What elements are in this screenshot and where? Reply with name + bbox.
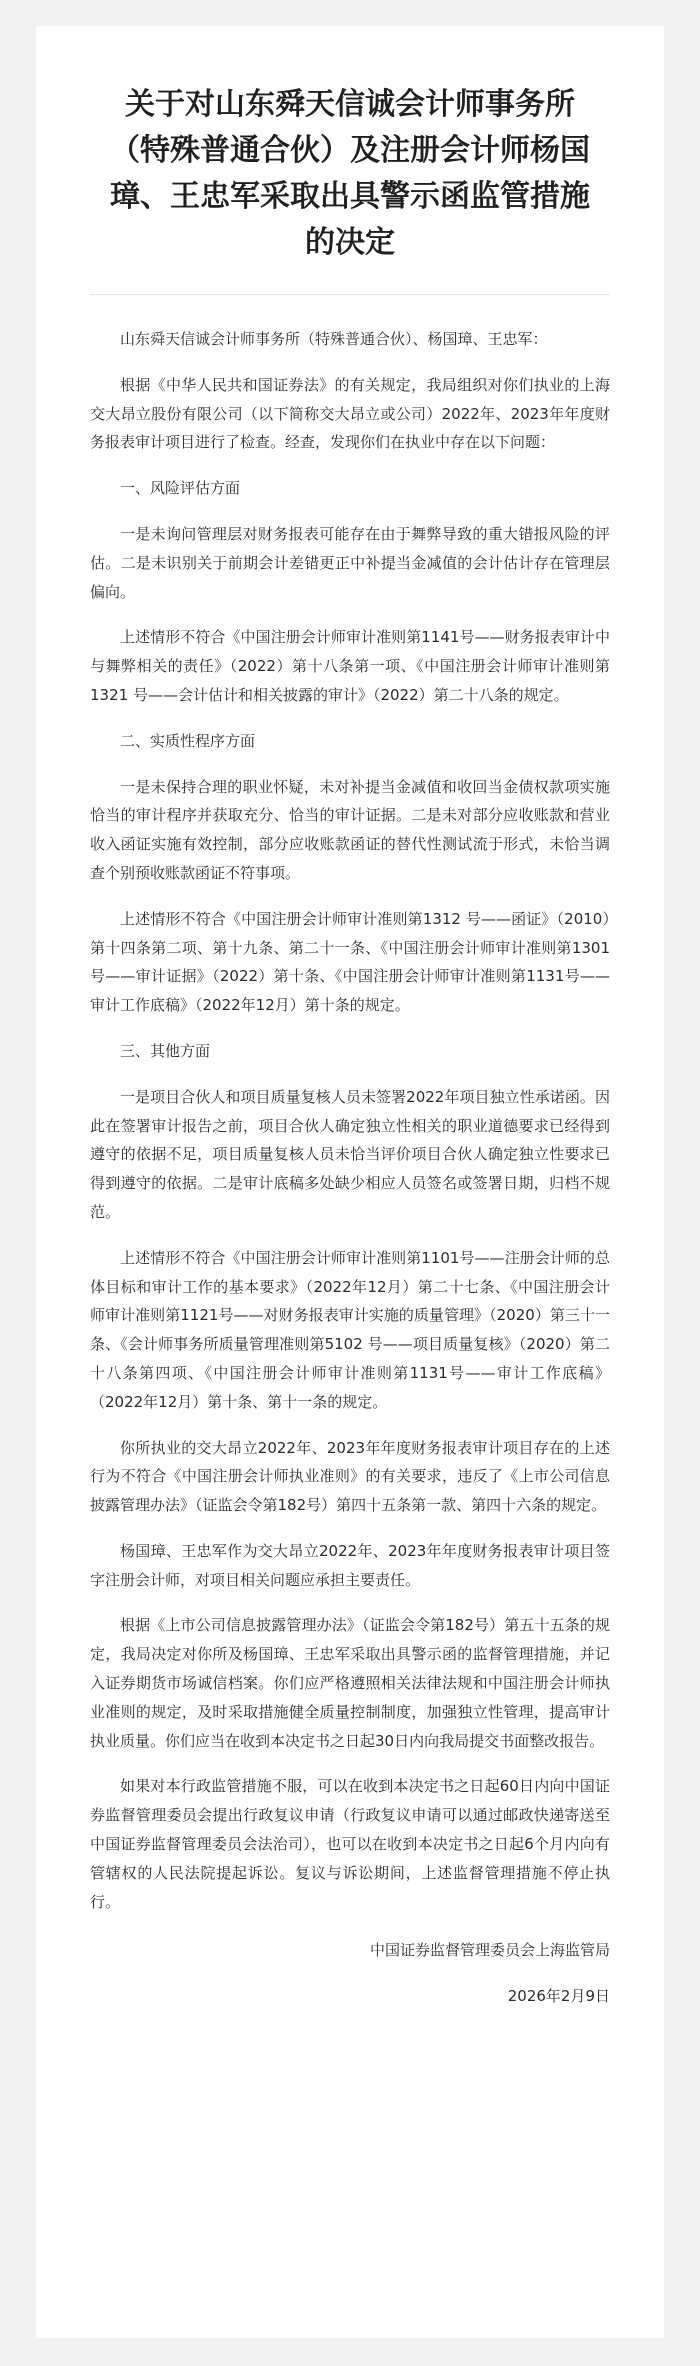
addressee: 山东舜天信诚会计师事务所（特殊普通合伙）、杨国璋、王忠军： <box>120 330 548 348</box>
title-divider <box>90 294 610 295</box>
issue-date: 2026年2月9日 <box>507 1987 610 2006</box>
section3-violations: 上述情形不符合《中国注册会计师审计准则第1101号——注册会计师的总体目标和审计工作的基本要求》（2022年12月）第二十七条、《中国注册会计师审计准则第1121号——对财务报表审计实施的质量管理》（2020）第三十一条、《会计师事务所质量管理准则第5102 号——项目质量复核》（2020）第二十八条第四项、《中国注册会计师审计准则第1131号——审计工作底稿》（2022年12月）第十条、第十一条的规定。 <box>90 1248 610 1411</box>
appeal-paragraph: 如果对本行政监管措施不服，可以在收到本决定书之日起60日内向中国证券监督管理委员会提出行政复议申请（行政复议申请可以通过邮政快递寄送至中国证券监督管理委员会法治司），也可以在收到本决定书之日起6个月内向有管辖权的人民法院提起诉讼。复议与诉讼期间，上述监督管理措施不停止执行。 <box>90 1777 610 1911</box>
document-title: 关于对山东舜天信诚会计师事务所（特殊普通合伙）及注册会计师杨国璋、王忠军采取出具警示函监管措施的决定 <box>110 87 590 260</box>
decision-paragraph: 根据《上市公司信息披露管理办法》（证监会令第182号）第五十五条的规定，我局决定对你所及杨国璋、王忠军采取出具警示函的监督管理措施，并记入证券期货市场诚信档案。你们应严格遵照相关法律法规和中国注册会计师执业准则的规定，及时采取措施健全质量控制制度，加强独立性管理，提高审计执业质量。你们应当在收到本决定书之日起30日内向我局提交书面整改报告。 <box>90 1616 610 1750</box>
section1-violations: 上述情形不符合《中国注册会计师审计准则第1141号——财务报表审计中与舞弊相关的责任》（2022）第十八条第一项、《中国注册会计师审计准则第 1321 号——会计估计和相关披露的审计》（2022）第二十八条的规定。 <box>90 628 610 704</box>
section-heading-other: 三、其他方面 <box>120 1041 211 1060</box>
section-heading-substantive-procedures: 二、实质性程序方面 <box>120 731 256 750</box>
responsibility-paragraph: 杨国璋、王忠军作为交大昂立2022年、2023年年度财务报表审计项目签字注册会计师，对项目相关问题应承担主要责任。 <box>90 1541 610 1589</box>
conclusion-paragraph: 你所执业的交大昂立2022年、2023年年度财务报表审计项目存在的上述行为不符合《中国注册会计师执业准则》的有关要求，违反了《上市公司信息披露管理办法》（证监会令第182号）第四十五条第一款、第四十六条的规定。 <box>90 1438 610 1515</box>
section2-violations: 上述情形不符合《中国注册会计师审计准则第1312 号——函证》（2010）第十四条第二项、第十九条、第二十一条、《中国注册会计师审计准则第1301号——审计证据》（2022）第十条、《中国注册会计师审计准则第1131号——审计工作底稿》（2022年12月）第十条的规定。 <box>90 909 610 1015</box>
section1-findings: 一是未询问管理层对财务报表可能存在由于舞弊导致的重大错报风险的评估。二是未识别关于前期会计差错更正中补提当金减值的会计估计存在管理层偏向。 <box>90 524 610 601</box>
document-body <box>90 325 610 2011</box>
issuer-signature: 中国证券监督管理委员会上海监管局 <box>369 1941 610 1960</box>
intro-paragraph: 根据《中华人民共和国证券法》的有关规定，我局组织对你们执业的上海交大昂立股份有限公司（以下简称交大昂立或公司）2022年、2023年年度财务报表审计项目进行了检查。经查，发现你们在执业中存在以下问题： <box>90 375 610 452</box>
section3-findings: 一是项目合伙人和项目质量复核人员未签署2022年项目独立性承诺函。因此在签署审计报告之前，项目合伙人确定独立性相关的职业道德要求已经得到遵守的依据不足，项目质量复核人员未恰当评价项目合伙人确定独立性要求已得到遵守的依据。二是审计底稿多处缺少相应人员签名或签署日期，归档不规范。 <box>90 1087 610 1221</box>
section2-findings: 一是未保持合理的职业怀疑，未对补提当金减值和收回当金债权款项实施恰当的审计程序并获取充分、恰当的审计证据。二是未对部分应收账款和营业收入函证实施有效控制，部分应收账款函证的替代性测试流于形式，未恰当调查个别预收账款函证不符事项。 <box>90 777 610 882</box>
section-heading-risk-assessment: 一、风险评估方面 <box>120 479 241 498</box>
document-card <box>36 26 664 2338</box>
